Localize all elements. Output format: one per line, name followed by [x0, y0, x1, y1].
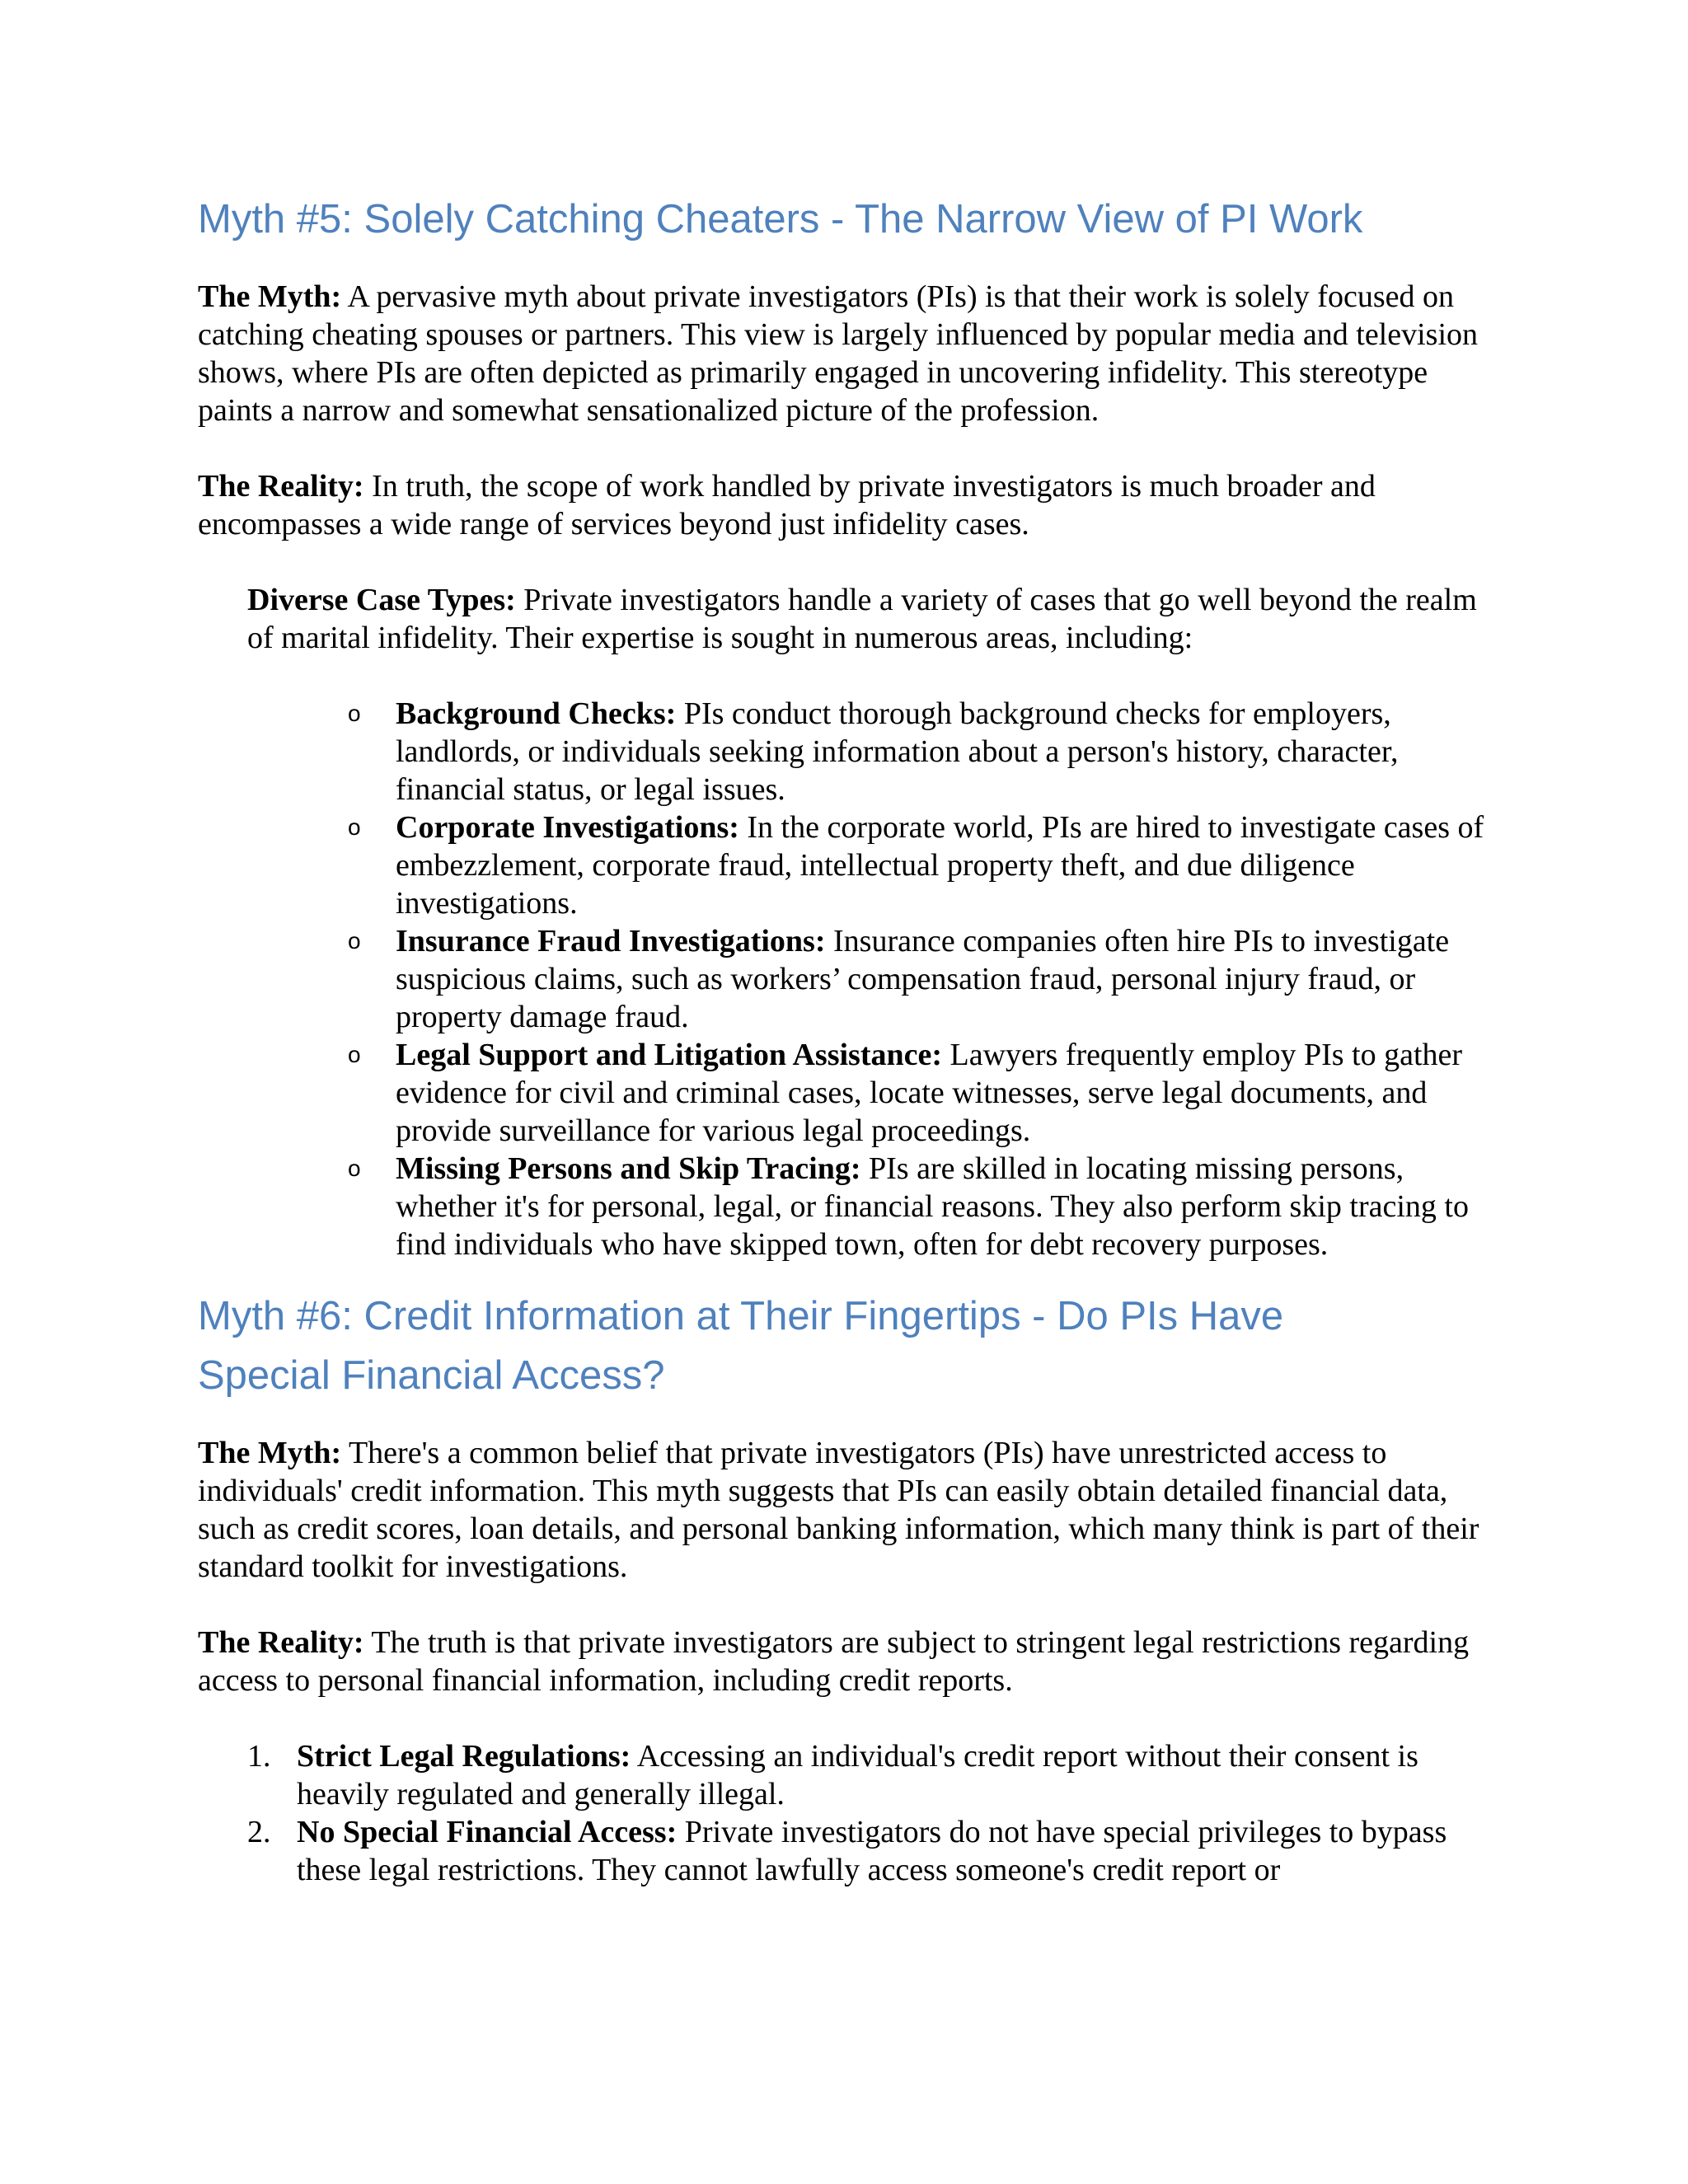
myth5-myth-label: The Myth: — [198, 279, 342, 314]
list-item — [348, 1150, 1490, 1263]
diverse-case-types-label: Diverse Case Types: — [247, 583, 516, 617]
list-item-label: Insurance Fraud Investigations: — [396, 924, 826, 958]
paragraph-gap — [198, 657, 1490, 695]
paragraph-gap — [198, 543, 1490, 581]
myth6-heading-line2: Special Financial Access? — [198, 1353, 665, 1398]
list-item-text: In the corporate world, PIs are hired to investigate cases of embezzlement, corporate fraud, intellectual property theft, and due diligence investigations. — [396, 810, 1484, 921]
paragraph-gap — [198, 429, 1490, 467]
diverse-case-types-text: Private investigators handle a variety of cases that go well beyond the realm of marital infidelity. Their expertise is sought in numerous areas, including: — [247, 583, 1477, 655]
myth6-heading-line1: Myth #6: Credit Information at Their Fingertips - Do PIs Have — [198, 1294, 1284, 1338]
list-item — [247, 1813, 1490, 1889]
myth5-reality-label: The Reality: — [198, 469, 364, 504]
list-item-label: Corporate Investigations: — [396, 810, 739, 845]
list-item-text: Private investigators do not have special privileges to bypass these legal restrictions. They cannot lawfully access someone's credit report or — [297, 1815, 1447, 1887]
myth5-myth-text: A pervasive myth about private investigators (PIs) is that their work is solely focused on catching cheating spouses or partners. This view is largely influenced by popular media and television shows, where PIs are often depicted as primarily engaged in uncovering infidelity. This stereotype paints a narrow and somewhat sensationalized picture of the profession. — [198, 279, 1479, 428]
list-item-label: Strict Legal Regulations: — [297, 1739, 631, 1774]
list-item-label: Background Checks: — [396, 696, 677, 731]
circle-bullet-icon: o — [348, 814, 361, 840]
list-item-text: PIs conduct thorough background checks for employers, landlords, or individuals seeking information about a person's history, character, financial status, or legal issues. — [396, 696, 1399, 807]
myth6-myth-paragraph — [198, 1434, 1490, 1586]
list-item — [247, 1737, 1490, 1813]
circle-bullet-icon: o — [348, 701, 361, 726]
myth5-myth-paragraph — [198, 278, 1490, 429]
circle-bullet-icon: o — [348, 1155, 361, 1181]
myth6-myth-label: The Myth: — [198, 1436, 342, 1470]
list-item — [348, 1036, 1490, 1150]
list-item — [348, 922, 1490, 1036]
list-item — [348, 808, 1490, 922]
myth6-heading — [198, 1286, 1490, 1405]
financial-access-list — [198, 1737, 1490, 1889]
diverse-case-types-paragraph — [247, 581, 1490, 657]
list-item-label: No Special Financial Access: — [297, 1815, 678, 1849]
case-types-list — [198, 695, 1490, 1263]
list-item-number: 2. — [247, 1815, 271, 1849]
myth6-myth-text: There's a common belief that private investigators (PIs) have unrestricted access to individuals' credit information. This myth suggests that PIs can easily obtain detailed financial data, such as credit scores, loan details, and personal banking information, which many think is part of their standard toolkit for investigations. — [198, 1436, 1479, 1584]
paragraph-gap — [198, 1699, 1490, 1737]
list-item-text: Insurance companies often hire PIs to investigate suspicious claims, such as workers’ compensation fraud, personal injury fraud, or property damage fraud. — [396, 924, 1450, 1034]
list-item-number: 1. — [247, 1739, 271, 1774]
circle-bullet-icon: o — [348, 928, 361, 954]
list-item-label: Missing Persons and Skip Tracing: — [396, 1151, 861, 1186]
list-item-text: Lawyers frequently employ PIs to gather evidence for civil and criminal cases, locate witnesses, serve legal documents, and provide surveillance for various legal proceedings. — [396, 1038, 1463, 1148]
list-item-label: Legal Support and Litigation Assistance: — [396, 1038, 942, 1072]
list-item-text: PIs are skilled in locating missing persons, whether it's for personal, legal, or financial reasons. They also perform skip tracing to find individuals who have skipped town, often for debt recovery purposes. — [396, 1151, 1469, 1262]
myth6-reality-label: The Reality: — [198, 1625, 364, 1660]
myth5-reality-text: In truth, the scope of work handled by private investigators is much broader and encompasses a wide range of services beyond just infidelity cases. — [198, 469, 1376, 541]
circle-bullet-icon: o — [348, 1042, 361, 1067]
myth6-reality-text: The truth is that private investigators are subject to stringent legal restrictions regarding access to personal financial information, including credit reports. — [198, 1625, 1470, 1698]
paragraph-gap — [198, 1586, 1490, 1624]
list-item — [348, 695, 1490, 808]
myth6-reality-paragraph — [198, 1624, 1490, 1699]
myth5-reality-paragraph — [198, 467, 1490, 543]
list-item-text: Accessing an individual's credit report without their consent is heavily regulated and generally illegal. — [297, 1739, 1418, 1811]
myth5-heading: Myth #5: Solely Catching Cheaters - The Narrow View of PI Work — [198, 197, 1363, 241]
